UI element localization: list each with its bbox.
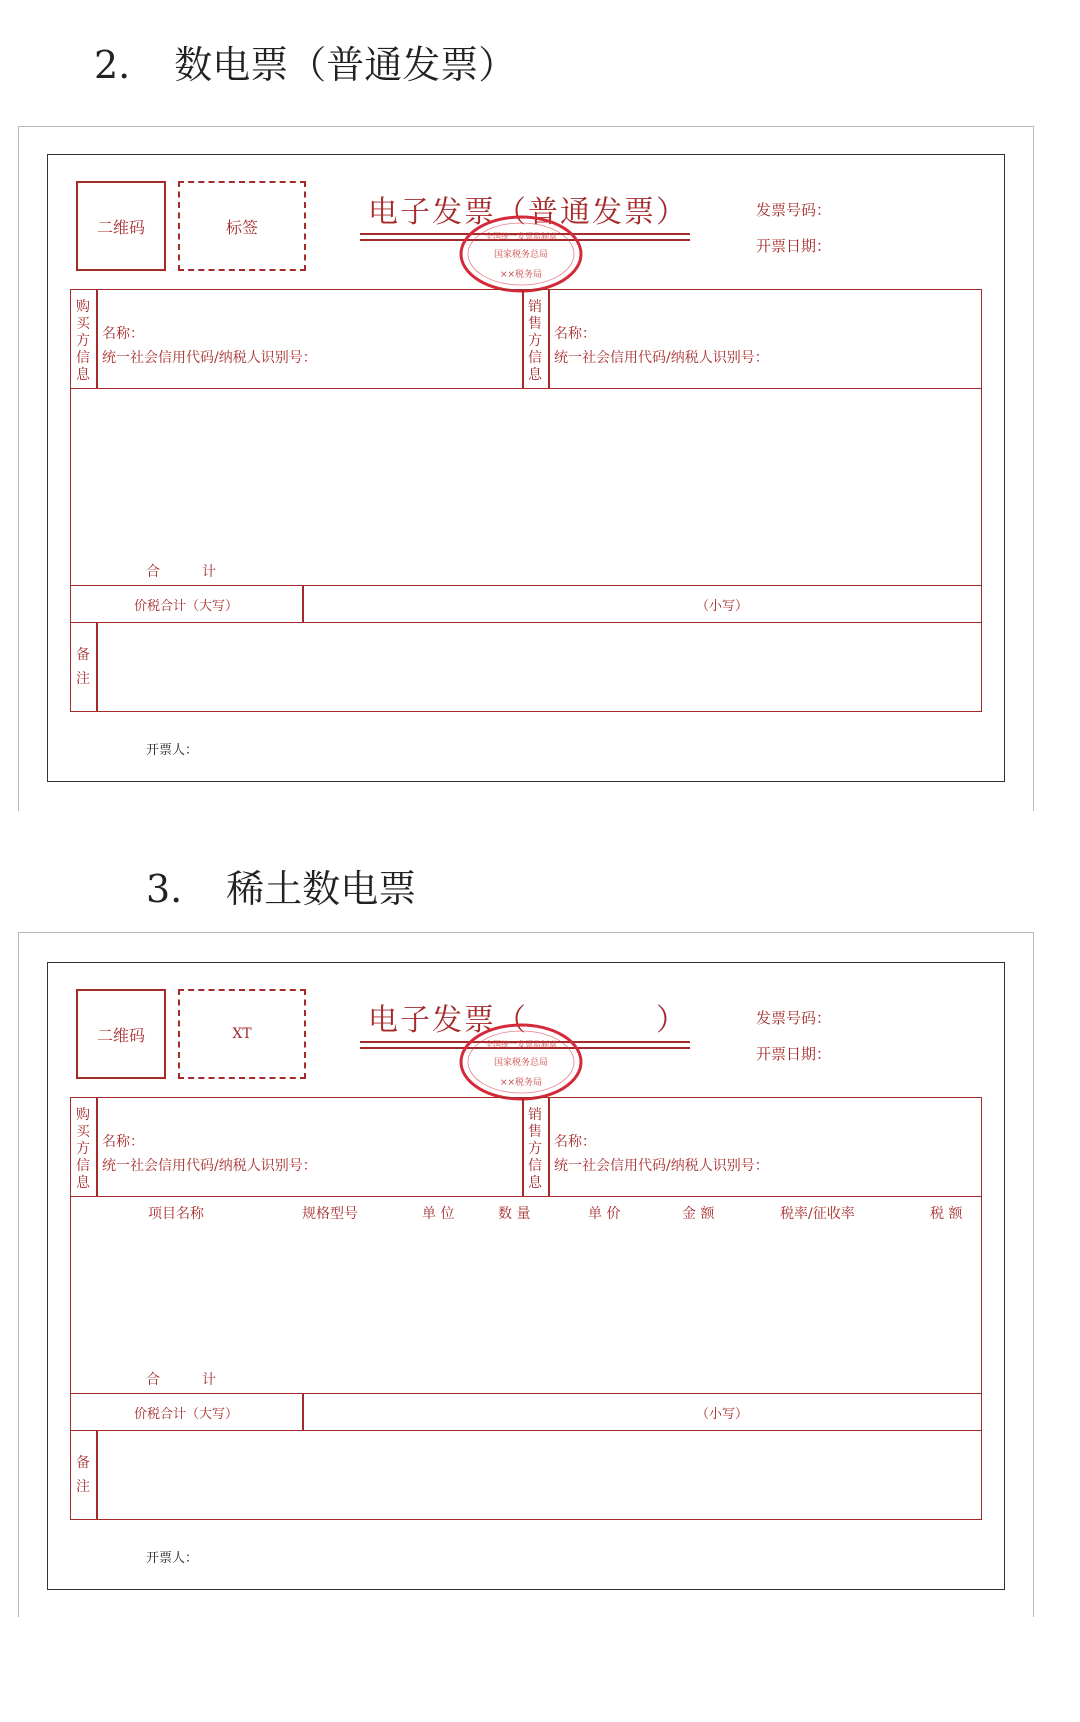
- issue-date-label: 开票日期：: [756, 1045, 832, 1063]
- remarks-label: 备注: [76, 1455, 90, 1495]
- seller-label: 销售方信息: [528, 299, 542, 383]
- party-block: [70, 289, 982, 389]
- column-header: 金 额: [682, 1206, 715, 1222]
- divider: [96, 289, 98, 389]
- tax-seal-icon: [456, 213, 586, 295]
- invoice-title: 电子发票（ ）: [368, 1003, 688, 1038]
- total-in-figures-label: （小写）: [696, 599, 749, 614]
- invoice-number-label: 发票号码：: [756, 201, 832, 219]
- divider: [96, 622, 98, 712]
- buyer-label: 购买方信息: [76, 299, 90, 383]
- tax-seal-icon: [456, 1021, 586, 1103]
- total-in-words-label: 价税合计（大写）: [134, 599, 239, 614]
- column-header: 规格型号: [302, 1206, 358, 1222]
- divider: [548, 289, 550, 389]
- invoice-sample-rare-earth: [47, 962, 1005, 1590]
- seal-bottom-text: ××税务局: [499, 1078, 543, 1088]
- remarks-label: 备注: [76, 647, 90, 687]
- total-in-figures-label: （小写）: [696, 1407, 749, 1422]
- seal-top-text: 全国统一发票监制章: [485, 232, 557, 241]
- seal-middle-text: 国家税务总局: [493, 1058, 549, 1068]
- section-number: 2.: [94, 43, 131, 87]
- qr-code-box: 二维码: [76, 181, 166, 271]
- invoice-title: 电子发票（普通发票）: [368, 195, 688, 230]
- qr-code-box: 二维码: [76, 989, 166, 1079]
- remarks-box: [70, 1430, 982, 1520]
- seller-tax-id-label: 统一社会信用代码/纳税人识别号：: [554, 350, 769, 366]
- seal-top-text: 全国统一发票监制章: [485, 1040, 557, 1049]
- divider: [96, 1097, 98, 1197]
- invoice-sample-general: [47, 154, 1005, 782]
- column-header: 税 额: [930, 1206, 963, 1222]
- invoice-number-label: 发票号码：: [756, 1009, 832, 1027]
- drawer-label: 开票人：: [146, 743, 199, 758]
- section-heading: [94, 34, 516, 89]
- tag-box: 标签: [178, 181, 306, 271]
- column-header: 单 价: [588, 1206, 621, 1222]
- buyer-name-label: 名称：: [102, 1134, 144, 1150]
- divider: [548, 1097, 550, 1197]
- seller-name-label: 名称：: [554, 1134, 596, 1150]
- drawer-label: 开票人：: [146, 1551, 199, 1566]
- issue-date-label: 开票日期：: [756, 237, 832, 255]
- seller-tax-id-label: 统一社会信用代码/纳税人识别号：: [554, 1158, 769, 1174]
- items-area: [70, 388, 982, 586]
- divider: [302, 585, 304, 623]
- items-area: [70, 1196, 982, 1394]
- remarks-box: [70, 622, 982, 712]
- column-header: 数 量: [498, 1206, 531, 1222]
- divider: [522, 1097, 524, 1197]
- divider: [302, 1393, 304, 1431]
- section-title: 稀土数电票: [226, 867, 417, 911]
- seal-bottom-text: ××税务局: [499, 270, 543, 280]
- column-header: 税率/征收率: [780, 1206, 855, 1222]
- seal-middle-text: 国家税务总局: [493, 250, 549, 260]
- party-block: [70, 1097, 982, 1197]
- total-in-words-label: 价税合计（大写）: [134, 1407, 239, 1422]
- column-header: 项目名称: [148, 1206, 204, 1222]
- section-number: 3.: [146, 867, 183, 911]
- seller-name-label: 名称：: [554, 326, 596, 342]
- divider: [522, 289, 524, 389]
- section-heading: [146, 858, 416, 913]
- section-title: 数电票（普通发票）: [174, 43, 517, 87]
- buyer-name-label: 名称：: [102, 326, 144, 342]
- seller-label: 销售方信息: [528, 1107, 542, 1191]
- buyer-tax-id-label: 统一社会信用代码/纳税人识别号：: [102, 350, 317, 366]
- total-label: 合 计: [146, 1372, 216, 1388]
- tag-box: XT: [178, 989, 306, 1079]
- total-label: 合 计: [146, 564, 216, 580]
- column-header: 单 位: [422, 1206, 455, 1222]
- buyer-label: 购买方信息: [76, 1107, 90, 1191]
- divider: [96, 1430, 98, 1520]
- buyer-tax-id-label: 统一社会信用代码/纳税人识别号：: [102, 1158, 317, 1174]
